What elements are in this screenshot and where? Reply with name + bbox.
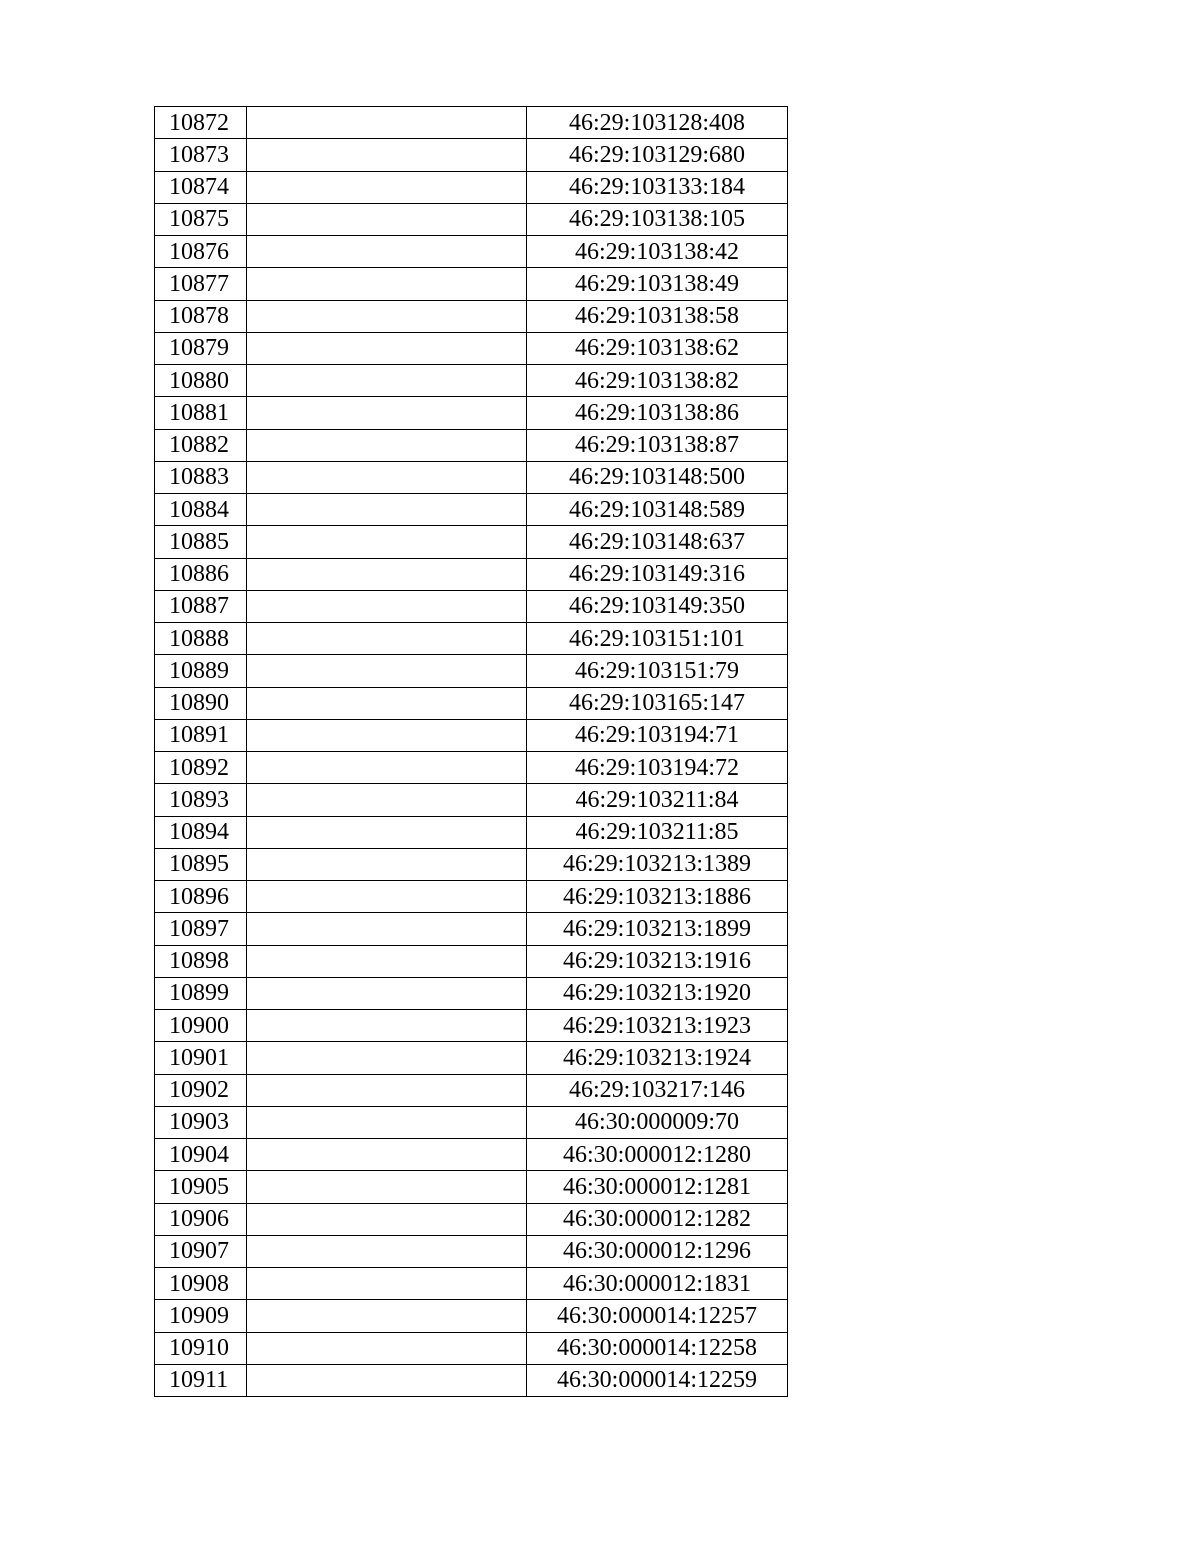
cadastral-number-cell: 46:29:103165:147 — [527, 687, 788, 719]
empty-cell — [247, 203, 527, 235]
cadastral-number-cell: 46:29:103211:85 — [527, 816, 788, 848]
cadastral-number-cell: 46:29:103213:1920 — [527, 977, 788, 1009]
table-row — [155, 526, 788, 558]
row-number-cell: 10885 — [155, 526, 247, 558]
cadastral-number-cell: 46:30:000014:12258 — [527, 1332, 788, 1364]
cadastral-number-cell: 46:29:103148:589 — [527, 494, 788, 526]
empty-cell — [247, 848, 527, 880]
row-number-cell: 10889 — [155, 655, 247, 687]
table-row — [155, 623, 788, 655]
row-number-cell: 10872 — [155, 107, 247, 139]
table-row — [155, 268, 788, 300]
cadastral-number-cell: 46:30:000009:70 — [527, 1106, 788, 1138]
empty-cell — [247, 913, 527, 945]
cadastral-number-cell: 46:30:000012:1831 — [527, 1268, 788, 1300]
empty-cell — [247, 655, 527, 687]
table-row — [155, 332, 788, 364]
cadastral-number-cell: 46:29:103138:82 — [527, 365, 788, 397]
cadastral-number-cell: 46:29:103213:1899 — [527, 913, 788, 945]
empty-cell — [247, 397, 527, 429]
empty-cell — [247, 236, 527, 268]
row-number-cell: 10910 — [155, 1332, 247, 1364]
empty-cell — [247, 881, 527, 913]
table-row — [155, 913, 788, 945]
empty-cell — [247, 687, 527, 719]
row-number-cell: 10906 — [155, 1203, 247, 1235]
row-number-cell: 10880 — [155, 365, 247, 397]
empty-cell — [247, 494, 527, 526]
row-number-cell: 10891 — [155, 719, 247, 751]
cadastral-number-cell: 46:30:000012:1281 — [527, 1171, 788, 1203]
table-row — [155, 590, 788, 622]
empty-cell — [247, 784, 527, 816]
table-row — [155, 719, 788, 751]
empty-cell — [247, 300, 527, 332]
cadastral-number-cell: 46:30:000012:1280 — [527, 1139, 788, 1171]
empty-cell — [247, 816, 527, 848]
row-number-cell: 10908 — [155, 1268, 247, 1300]
cadastral-number-cell: 46:29:103149:350 — [527, 590, 788, 622]
table-row — [155, 1042, 788, 1074]
cadastral-number-cell: 46:29:103138:87 — [527, 429, 788, 461]
empty-cell — [247, 1203, 527, 1235]
row-number-cell: 10873 — [155, 139, 247, 171]
empty-cell — [247, 1010, 527, 1042]
empty-cell — [247, 526, 527, 558]
table-row — [155, 1074, 788, 1106]
row-number-cell: 10904 — [155, 1139, 247, 1171]
table-row — [155, 655, 788, 687]
row-number-cell: 10878 — [155, 300, 247, 332]
empty-cell — [247, 139, 527, 171]
empty-cell — [247, 977, 527, 1009]
table-row — [155, 461, 788, 493]
table-row — [155, 687, 788, 719]
cadastral-number-cell: 46:29:103194:71 — [527, 719, 788, 751]
cadastral-number-cell: 46:29:103151:101 — [527, 623, 788, 655]
row-number-cell: 10874 — [155, 171, 247, 203]
empty-cell — [247, 1364, 527, 1396]
row-number-cell: 10896 — [155, 881, 247, 913]
row-number-cell: 10893 — [155, 784, 247, 816]
row-number-cell: 10899 — [155, 977, 247, 1009]
table-row — [155, 1010, 788, 1042]
table-row — [155, 752, 788, 784]
table-row — [155, 1332, 788, 1364]
cadastral-number-cell: 46:29:103217:146 — [527, 1074, 788, 1106]
table-row — [155, 236, 788, 268]
table-row — [155, 881, 788, 913]
row-number-cell: 10882 — [155, 429, 247, 461]
cadastral-number-cell: 46:30:000014:12257 — [527, 1300, 788, 1332]
cadastral-number-cell: 46:29:103213:1886 — [527, 881, 788, 913]
cadastral-number-cell: 46:29:103213:1923 — [527, 1010, 788, 1042]
empty-cell — [247, 1268, 527, 1300]
row-number-cell: 10879 — [155, 332, 247, 364]
table-row — [155, 816, 788, 848]
row-number-cell: 10898 — [155, 945, 247, 977]
empty-cell — [247, 1106, 527, 1138]
table-row — [155, 1235, 788, 1267]
cadastral-number-cell: 46:29:103213:1916 — [527, 945, 788, 977]
row-number-cell: 10888 — [155, 623, 247, 655]
cadastral-number-cell: 46:29:103148:500 — [527, 461, 788, 493]
row-number-cell: 10890 — [155, 687, 247, 719]
empty-cell — [247, 945, 527, 977]
row-number-cell: 10892 — [155, 752, 247, 784]
cadastral-number-cell: 46:29:103213:1389 — [527, 848, 788, 880]
row-number-cell: 10884 — [155, 494, 247, 526]
row-number-cell: 10886 — [155, 558, 247, 590]
empty-cell — [247, 1074, 527, 1106]
table-row — [155, 429, 788, 461]
table-row — [155, 171, 788, 203]
cadastral-number-cell: 46:29:103194:72 — [527, 752, 788, 784]
row-number-cell: 10876 — [155, 236, 247, 268]
cadastral-number-cell: 46:29:103133:184 — [527, 171, 788, 203]
table-row — [155, 494, 788, 526]
row-number-cell: 10911 — [155, 1364, 247, 1396]
row-number-cell: 10902 — [155, 1074, 247, 1106]
cadastral-number-cell: 46:29:103138:42 — [527, 236, 788, 268]
row-number-cell: 10877 — [155, 268, 247, 300]
table-row — [155, 107, 788, 139]
empty-cell — [247, 1235, 527, 1267]
table-row — [155, 139, 788, 171]
table-row — [155, 1364, 788, 1396]
empty-cell — [247, 107, 527, 139]
table-row — [155, 848, 788, 880]
cadastral-number-cell: 46:29:103128:408 — [527, 107, 788, 139]
row-number-cell: 10883 — [155, 461, 247, 493]
row-number-cell: 10894 — [155, 816, 247, 848]
empty-cell — [247, 365, 527, 397]
cadastral-number-cell: 46:29:103211:84 — [527, 784, 788, 816]
empty-cell — [247, 623, 527, 655]
cadastral-number-cell: 46:29:103138:105 — [527, 203, 788, 235]
cadastral-number-cell: 46:29:103129:680 — [527, 139, 788, 171]
row-number-cell: 10887 — [155, 590, 247, 622]
table-row — [155, 1300, 788, 1332]
empty-cell — [247, 1332, 527, 1364]
parcel-register-table — [154, 106, 788, 1397]
cadastral-number-cell: 46:29:103149:316 — [527, 558, 788, 590]
table-row — [155, 784, 788, 816]
table-row — [155, 1139, 788, 1171]
table-row — [155, 945, 788, 977]
row-number-cell: 10895 — [155, 848, 247, 880]
table-row — [155, 1203, 788, 1235]
table-row — [155, 977, 788, 1009]
row-number-cell: 10907 — [155, 1235, 247, 1267]
row-number-cell: 10905 — [155, 1171, 247, 1203]
table-row — [155, 203, 788, 235]
empty-cell — [247, 558, 527, 590]
empty-cell — [247, 752, 527, 784]
register-table-body — [155, 107, 788, 1397]
cadastral-number-cell: 46:30:000014:12259 — [527, 1364, 788, 1396]
empty-cell — [247, 461, 527, 493]
table-row — [155, 365, 788, 397]
empty-cell — [247, 719, 527, 751]
empty-cell — [247, 1139, 527, 1171]
cadastral-number-cell: 46:29:103138:86 — [527, 397, 788, 429]
table-row — [155, 1268, 788, 1300]
table-row — [155, 1106, 788, 1138]
row-number-cell: 10901 — [155, 1042, 247, 1074]
empty-cell — [247, 1300, 527, 1332]
empty-cell — [247, 429, 527, 461]
empty-cell — [247, 268, 527, 300]
table-row — [155, 1171, 788, 1203]
row-number-cell: 10897 — [155, 913, 247, 945]
empty-cell — [247, 590, 527, 622]
cadastral-number-cell: 46:30:000012:1296 — [527, 1235, 788, 1267]
cadastral-number-cell: 46:30:000012:1282 — [527, 1203, 788, 1235]
table-row — [155, 397, 788, 429]
cadastral-number-cell: 46:29:103148:637 — [527, 526, 788, 558]
empty-cell — [247, 1042, 527, 1074]
row-number-cell: 10909 — [155, 1300, 247, 1332]
row-number-cell: 10903 — [155, 1106, 247, 1138]
empty-cell — [247, 171, 527, 203]
cadastral-number-cell: 46:29:103138:49 — [527, 268, 788, 300]
cadastral-number-cell: 46:29:103138:62 — [527, 332, 788, 364]
row-number-cell: 10881 — [155, 397, 247, 429]
cadastral-number-cell: 46:29:103213:1924 — [527, 1042, 788, 1074]
cadastral-number-cell: 46:29:103138:58 — [527, 300, 788, 332]
empty-cell — [247, 332, 527, 364]
table-row — [155, 558, 788, 590]
cadastral-number-cell: 46:29:103151:79 — [527, 655, 788, 687]
table-row — [155, 300, 788, 332]
empty-cell — [247, 1171, 527, 1203]
row-number-cell: 10900 — [155, 1010, 247, 1042]
row-number-cell: 10875 — [155, 203, 247, 235]
